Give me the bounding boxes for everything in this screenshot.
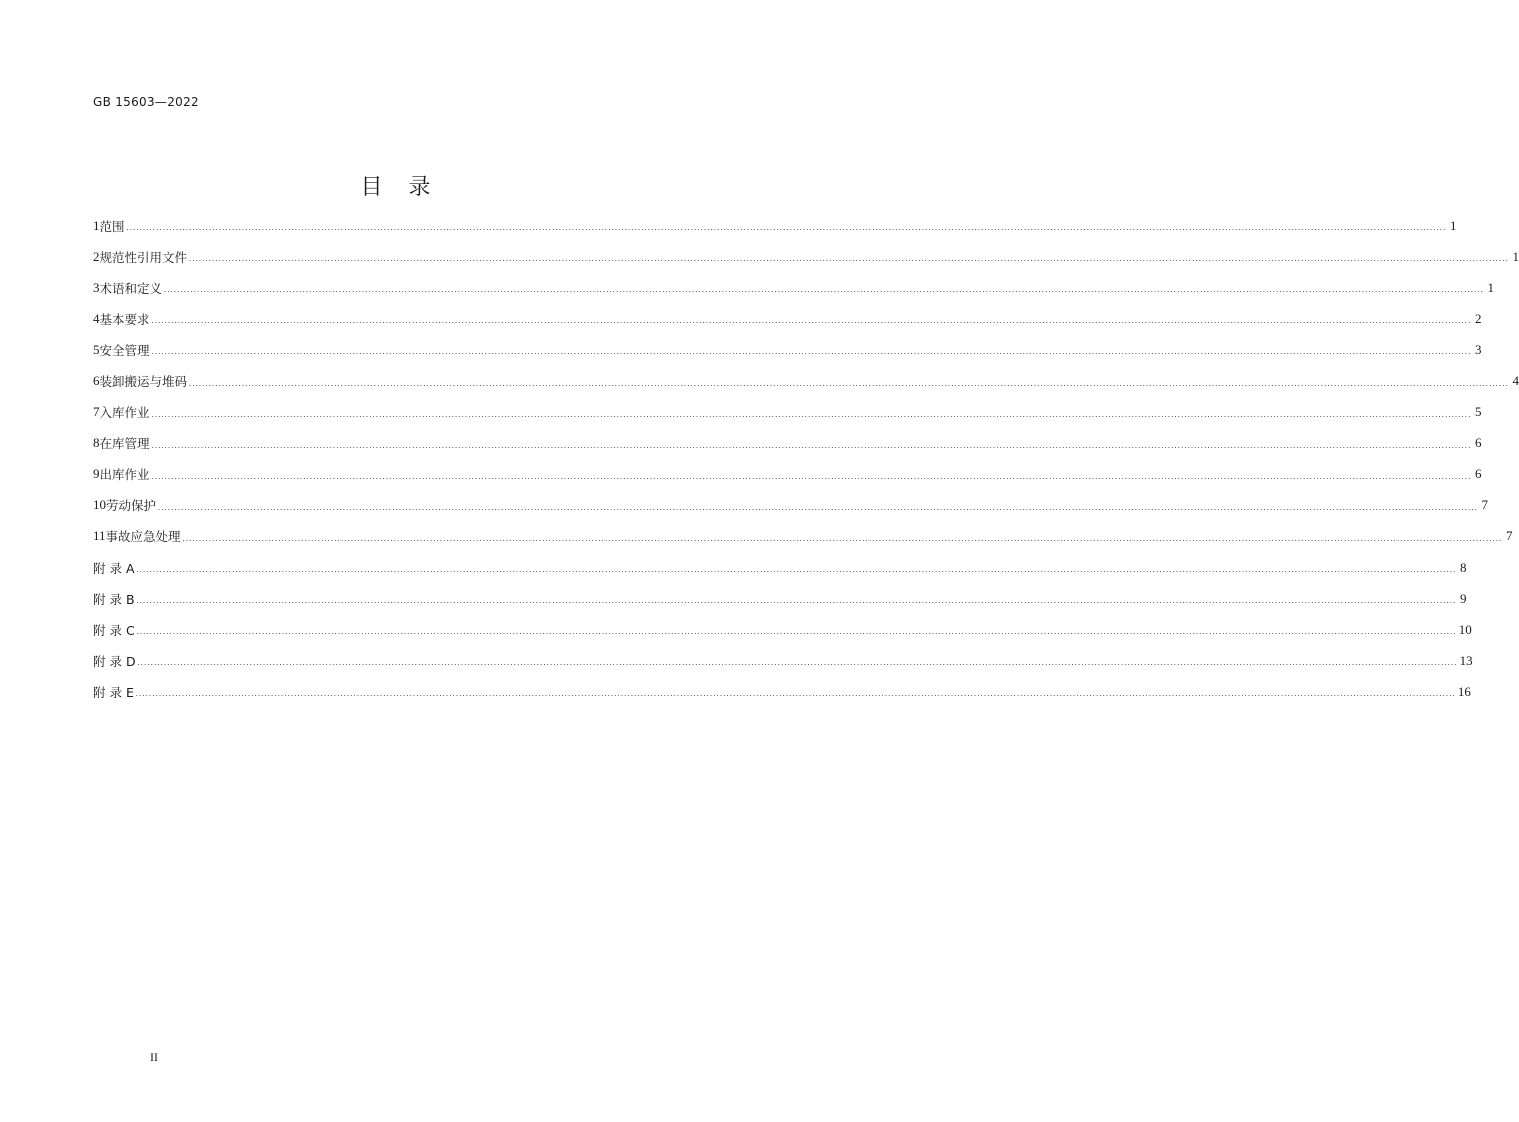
toc-entry-appendix[interactable]	[93, 614, 1472, 645]
toc-leader-dots: ................................................................................................................................................................................................................................................................................................................................................................................................................	[182, 533, 1503, 543]
toc-entry[interactable]	[93, 428, 1482, 459]
toc-entry-number: 5	[93, 341, 100, 357]
toc-entry-number: 3	[93, 279, 100, 295]
toc-entry-label: 基本要求	[99, 311, 150, 327]
toc-entry-label: 出库作业	[99, 467, 150, 483]
toc-entry-label: 劳动保护	[106, 498, 157, 514]
toc-leader-dots: ................................................................................................................................................................................................................................................................................................................................................................................................................	[164, 285, 1485, 295]
toc-entry[interactable]	[93, 241, 1519, 272]
toc-entry-appendix[interactable]	[93, 552, 1467, 583]
toc-entry[interactable]	[93, 459, 1482, 490]
toc-leader-dots: ................................................................................................................................................................................................................................................................................................................................................................................................................	[151, 471, 1472, 481]
toc-entry-page: 1	[1450, 217, 1457, 233]
toc-entry-appendix[interactable]	[93, 676, 1471, 707]
toc-entry[interactable]	[93, 303, 1482, 334]
toc-leader-dots: ................................................................................................................................................................................................................................................................................................................................................................................................................	[189, 378, 1510, 388]
toc-entry-appendix[interactable]	[93, 645, 1473, 676]
toc-entry-label: 附 录 B	[93, 591, 135, 607]
page-number: II	[150, 1050, 158, 1064]
toc-entry-label: 在库管理	[99, 436, 150, 452]
toc-entry-label: 装卸搬运与堆码	[99, 374, 188, 390]
toc-entry-label: 附 录 C	[93, 622, 135, 638]
toc-leader-dots: ................................................................................................................................................................................................................................................................................................................................................................................................................	[136, 565, 1457, 575]
toc-entry-page: 1	[1512, 248, 1519, 264]
toc-entry[interactable]	[93, 334, 1482, 365]
toc-entry-label: 规范性引用文件	[99, 249, 188, 265]
toc-entry-page: 8	[1460, 559, 1467, 575]
toc-entry[interactable]	[93, 490, 1489, 521]
toc-entry-label: 事故应急处理	[105, 529, 181, 545]
toc-entry-label: 附 录 D	[93, 653, 136, 669]
toc-entry-page: 10	[1458, 621, 1472, 637]
toc-entry[interactable]	[93, 521, 1513, 552]
toc-entry-label: 附 录 E	[93, 684, 134, 700]
standard-code: GB 15603—2022	[93, 95, 199, 109]
toc-leader-dots: ................................................................................................................................................................................................................................................................................................................................................................................................................	[136, 596, 1457, 606]
toc-leader-dots: ................................................................................................................................................................................................................................................................................................................................................................................................................	[151, 347, 1472, 357]
toc-entry-page: 5	[1475, 404, 1482, 420]
toc-leader-dots: ................................................................................................................................................................................................................................................................................................................................................................................................................	[189, 254, 1510, 264]
toc-entry-label: 术语和定义	[99, 280, 163, 296]
toc-entry[interactable]	[93, 397, 1482, 428]
toc-entry-number: 8	[93, 435, 100, 451]
toc-entry-page: 6	[1475, 435, 1482, 451]
toc-entry-page: 2	[1475, 310, 1482, 326]
toc-leader-dots: ................................................................................................................................................................................................................................................................................................................................................................................................................	[151, 440, 1472, 450]
toc-entry-number: 11	[93, 528, 106, 544]
toc-entry[interactable]	[93, 272, 1495, 303]
toc-entry-page: 7	[1481, 497, 1489, 513]
toc-entry-number: 6	[93, 373, 100, 389]
toc-entry-number: 2	[93, 248, 100, 264]
toc-entry-page: 7	[1506, 528, 1513, 544]
toc-entry-number: 1	[93, 217, 100, 233]
toc-entry-label: 入库作业	[99, 405, 150, 421]
toc-entry-page: 13	[1459, 652, 1473, 668]
toc-entry[interactable]	[93, 210, 1457, 241]
toc-entry-label: 附 录 A	[93, 560, 135, 576]
toc-entry[interactable]	[93, 365, 1519, 396]
toc-entry-label: 安全管理	[99, 342, 150, 358]
toc-leader-dots: ................................................................................................................................................................................................................................................................................................................................................................................................................	[151, 316, 1472, 326]
toc-leader-dots: ................................................................................................................................................................................................................................................................................................................................................................................................................	[158, 502, 1479, 512]
toc-entry-number: 4	[93, 310, 100, 326]
toc-entry-page: 3	[1475, 341, 1482, 357]
toc-leader-dots: ................................................................................................................................................................................................................................................................................................................................................................................................................	[126, 223, 1447, 233]
toc-entry-appendix[interactable]	[93, 583, 1467, 614]
toc-list	[93, 210, 1519, 708]
toc-leader-dots: ................................................................................................................................................................................................................................................................................................................................................................................................................	[135, 689, 1456, 699]
toc-entry-label: 范围	[99, 218, 125, 234]
toc-leader-dots: ................................................................................................................................................................................................................................................................................................................................................................................................................	[136, 627, 1457, 637]
toc-entry-number: 7	[93, 404, 100, 420]
toc-entry-page: 16	[1457, 683, 1471, 699]
toc-entry-number: 10	[93, 497, 106, 513]
toc-entry-number: 9	[93, 466, 100, 482]
toc-entry-page: 6	[1475, 466, 1482, 482]
toc-leader-dots: ................................................................................................................................................................................................................................................................................................................................................................................................................	[151, 409, 1472, 419]
toc-title: 目 录	[360, 175, 433, 200]
toc-leader-dots: ................................................................................................................................................................................................................................................................................................................................................................................................................	[137, 658, 1458, 668]
toc-entry-page: 1	[1487, 279, 1495, 295]
toc-entry-page: 4	[1512, 373, 1519, 389]
toc-entry-page: 9	[1460, 590, 1467, 606]
